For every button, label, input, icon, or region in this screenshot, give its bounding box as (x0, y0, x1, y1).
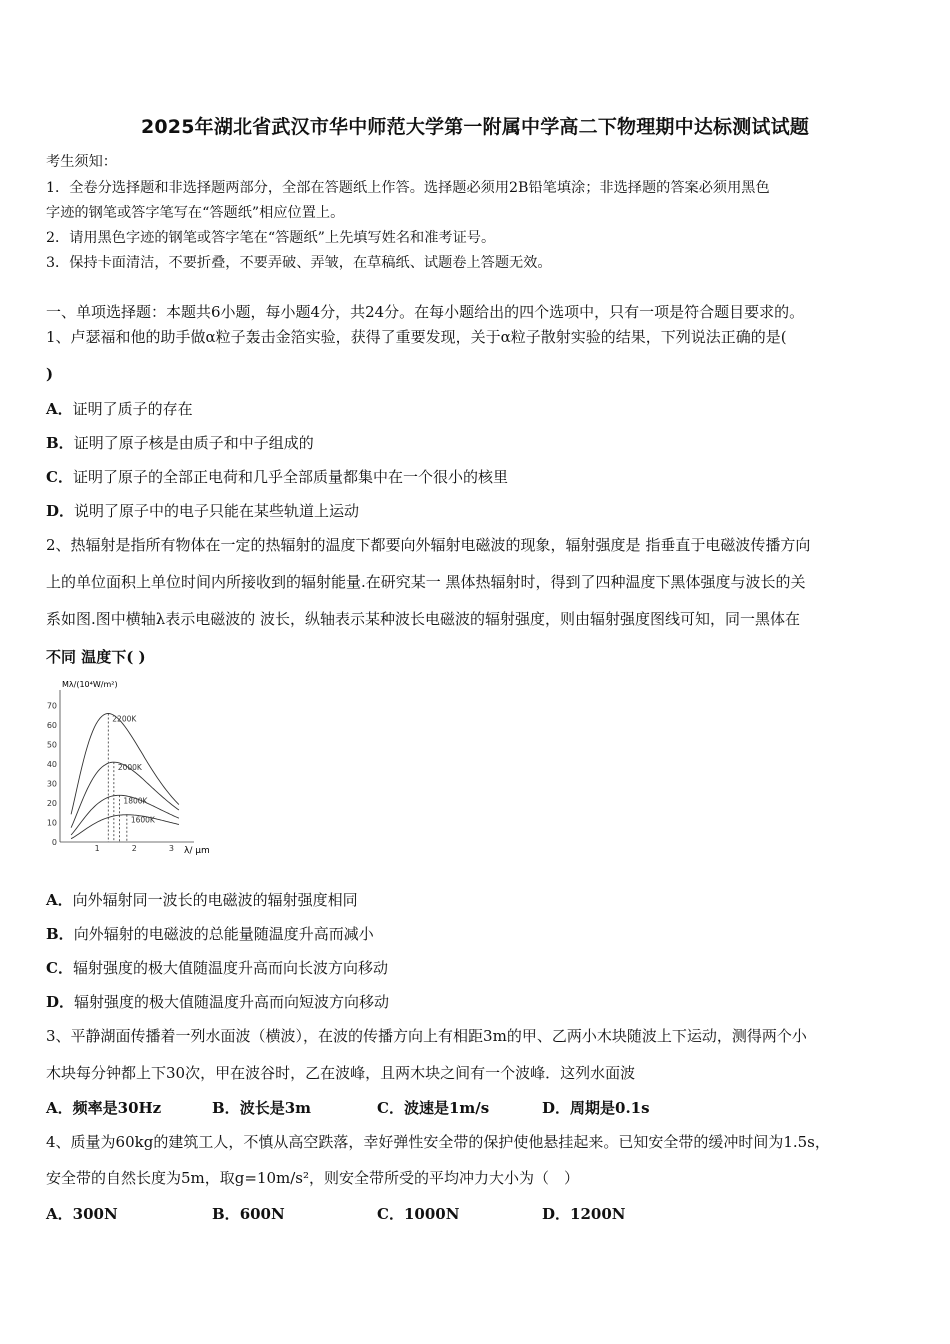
series-label: 1800K (123, 796, 148, 806)
option-text: 300N (72, 1205, 118, 1223)
y-tick-label: 30 (46, 779, 57, 789)
option-text: 向外辐射的电磁波的总能量随温度升高而减小 (73, 925, 374, 943)
q4-option-d[interactable] (542, 1203, 625, 1224)
option-label: A． (46, 891, 73, 909)
x-axis-label: λ/ μm (184, 846, 210, 856)
option-label: D． (46, 502, 75, 520)
q3-option-b[interactable] (212, 1097, 311, 1118)
q2-option-c[interactable] (46, 957, 388, 978)
section-heading: 一、单项选择题：本题共6小题，每小题4分，共24分。在每小题给出的四个选项中，只有一项是符合题目要求的。 (46, 303, 805, 321)
option-label: B． (212, 1099, 240, 1117)
option-label: D． (542, 1205, 571, 1223)
q1-stem: 1、卢瑟福和他的助手做α粒子轰击金箔实验，获得了重要发现，关于α粒子散射实验的结果，下列说法正确的是( (46, 328, 787, 346)
series-label: 2200K (112, 714, 137, 724)
q2-option-a[interactable] (46, 889, 358, 910)
notice-item-1: 1．全卷分选择题和非选择题两部分，全部在答题纸上作答。选择题必须用2B铅笔填涂；非选择题的答案必须用黑色 (46, 180, 770, 196)
q1-option-b[interactable] (46, 432, 314, 453)
option-text: 证明了原子的全部正电荷和几乎全部质量都集中在一个很小的核里 (72, 468, 508, 486)
chart-curves (71, 714, 179, 843)
option-text: 1200N (570, 1205, 626, 1223)
notice-item-3: 3．保持卡面清洁，不要折叠，不要弄破、弄皱，在草稿纸、试题卷上答题无效。 (46, 255, 552, 271)
option-text: 周期是0.1s (570, 1099, 650, 1117)
notice-item-1-cont: 字迹的钢笔或答字笔写在“答题纸”相应位置上。 (46, 205, 345, 221)
option-label: C． (377, 1205, 404, 1223)
y-tick-label: 70 (46, 701, 57, 711)
q2-stem-1: 2、热辐射是指所有物体在一定的热辐射的温度下都要向外辐射电磁波的现象，辐射强度是 指垂直于电磁波传播方向 (46, 536, 811, 554)
q3-stem-2: 木块每分钟都上下30次，甲在波谷时，乙在波峰，且两木块之间有一个波峰．这列水面波 (46, 1064, 636, 1082)
option-text: 辐射强度的极大值随温度升高而向长波方向移动 (72, 959, 388, 977)
y-tick-label: 50 (46, 740, 57, 750)
y-axis-label: Mλ/(10⁴W/m²) (62, 680, 118, 689)
option-text: 波长是3m (239, 1099, 311, 1117)
q2-stem-2: 上的单位面积上单位时间内所接收到的辐射能量.在研究某一 黑体热辐射时，得到了四种温度下黑体强度与波长的关 (46, 573, 806, 591)
option-text: 频率是30Hz (72, 1099, 162, 1117)
option-label: C． (377, 1099, 404, 1117)
q3-stem-1: 3、平静湖面传播着一列水面波（横波），在波的传播方向上有相距3m的甲、乙两小木块随波上下运动，测得两个小 (46, 1027, 807, 1045)
option-text: 说明了原子中的电子只能在某些轨道上运动 (74, 502, 360, 520)
option-label: A． (46, 400, 73, 418)
q4-stem-2: 安全带的自然长度为5m，取g=10m/s²，则安全带所受的平均冲力大小为（ ） (46, 1169, 580, 1187)
y-tick-label: 40 (46, 760, 57, 770)
q4-option-a[interactable] (46, 1203, 118, 1224)
option-label: B． (212, 1205, 240, 1223)
option-text: 证明了原子核是由质子和中子组成的 (73, 434, 314, 452)
option-text: 证明了质子的存在 (72, 400, 193, 418)
q3-option-c[interactable] (377, 1097, 489, 1118)
y-tick-label: 10 (46, 818, 57, 828)
option-label: B． (46, 434, 74, 452)
q2-option-d[interactable] (46, 991, 389, 1012)
q1-option-a[interactable] (46, 398, 193, 419)
x-tick-label: 3 (168, 844, 174, 853)
y-tick-label: 20 (46, 799, 57, 809)
page-title: 2025年湖北省武汉市华中师范大学第一附属中学高二下物理期中达标测试试题 (140, 116, 810, 138)
blackbody-chart (46, 674, 221, 859)
series-label: 1600K (130, 815, 155, 825)
q1-option-d[interactable] (46, 500, 359, 521)
option-label: A． (46, 1205, 73, 1223)
option-label: D． (46, 993, 75, 1011)
x-tick-label: 1 (94, 844, 100, 853)
x-tick-label: 2 (131, 844, 137, 853)
option-text: 1000N (403, 1205, 460, 1223)
option-text: 600N (239, 1205, 285, 1223)
q3-option-d[interactable] (542, 1097, 650, 1118)
option-label: D． (542, 1099, 571, 1117)
y-tick-label: 0 (51, 838, 57, 847)
q2-stem-4: 不同 温度下( ) (46, 648, 146, 666)
option-label: A． (46, 1099, 73, 1117)
q2-option-b[interactable] (46, 923, 374, 944)
q2-stem-3: 系如图.图中横轴λ表示电磁波的 波长，纵轴表示某种波长电磁波的辐射强度，则由辐射强度图线可知，同一黑体在 (46, 610, 801, 628)
notice-heading: 考生须知： (46, 154, 117, 170)
series-label: 2000K (117, 763, 142, 773)
option-text: 向外辐射同一波长的电磁波的辐射强度相同 (72, 891, 358, 909)
q4-stem-1: 4、质量为60kg的建筑工人，不慎从高空跌落，幸好弹性安全带的保护使他悬挂起来。已知安全带的缓冲时间为1.5s， (46, 1133, 830, 1151)
option-text: 辐射强度的极大值随温度升高而向短波方向移动 (74, 993, 390, 1011)
option-label: C． (46, 468, 73, 486)
option-label: C． (46, 959, 73, 977)
q4-option-c[interactable] (377, 1203, 459, 1224)
curve-1600K (71, 815, 179, 839)
q4-option-b[interactable] (212, 1203, 285, 1224)
y-tick-label: 60 (46, 721, 57, 731)
q1-stem-cont: ) (46, 365, 54, 383)
q1-option-c[interactable] (46, 466, 508, 487)
option-text: 波速是1m/s (403, 1099, 490, 1117)
option-label: B． (46, 925, 74, 943)
notice-item-2: 2．请用黑色字迹的钢笔或答字笔在“答题纸”上先填写姓名和准考证号。 (46, 230, 496, 246)
chart-ticks (47, 702, 174, 853)
q3-option-a[interactable] (46, 1097, 161, 1118)
